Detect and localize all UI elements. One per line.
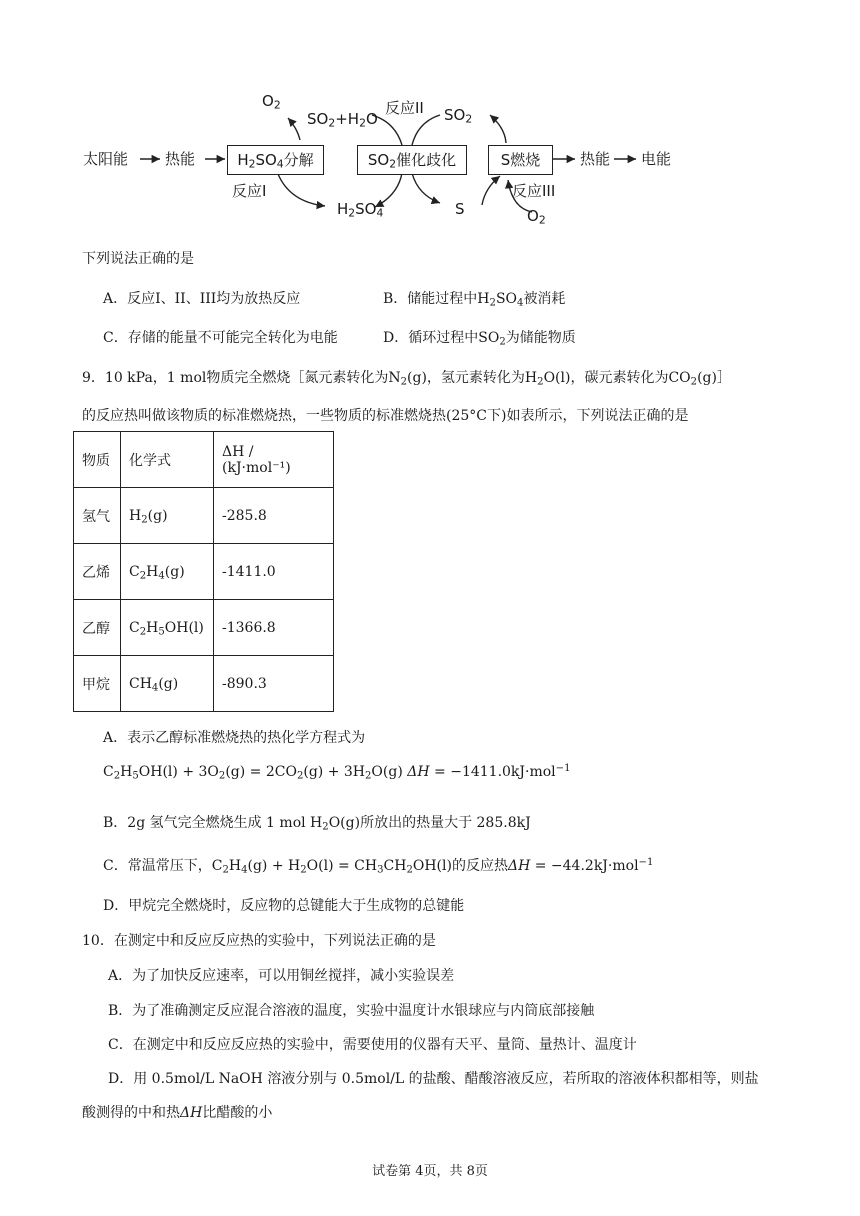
cell-delta-h: -285.8 [214,488,334,544]
table-row [74,544,334,600]
q8-option-c: C．存储的能量不可能完全转化为电能 [103,330,338,346]
s-combustion-box: S燃烧 [488,145,553,175]
q8-option-b: B．储能过程中$H_2SO_4$被消耗 [383,291,566,309]
cell-substance: 氢气 [74,488,121,544]
q8-option-d: D．循环过程中$SO_2$为储能物质 [383,330,576,348]
s-bottom-label: S [455,200,465,218]
page-footer: 试卷第 4页，共 8页 [372,1164,488,1179]
q10-option-d-line2: 酸测得的中和热ΔH比醋酸的小 [82,1105,273,1121]
cycle-diagram-arrows [0,0,860,240]
q9-stem-line2: 的反应热叫做该物质的标准燃烧热，一些物质的标准燃烧热(25°C下)如表所示，下列说法正确的是 [82,408,689,424]
q9-option-c: C．常温常压下，$C_2H_4(g) + H_2O(l) = CH_3CH_2OH(l)$的反应热ΔH = −44.2kJ·mol$^{-1}$ [103,856,654,876]
q10-option-a: A．为了加快反应速率，可以用铜丝搅拌，减小实验误差 [108,968,455,984]
cell-formula: $CH_4(g)$ [121,656,214,712]
arrow-box2-s [412,173,440,203]
cell-substance: 乙醇 [74,600,121,656]
combustion-heat-table [73,431,334,712]
so2-h2o-label: $SO_2+H_2O$ [307,110,378,130]
arrow-s-box3 [482,176,500,205]
q9-option-a: A．表示乙醇标准燃烧热的热化学方程式为 [103,730,366,746]
arrow-box1-o2 [288,118,300,140]
q9-option-d: D．甲烷完全燃烧时，反应物的总键能大于生成物的总键能 [103,898,465,914]
arrow-box3-so2 [490,115,506,143]
cell-formula: $C_2H_4(g)$ [121,544,214,600]
reaction-3-label: 反应III [512,182,556,200]
table-row [74,488,334,544]
q8-stem: 下列说法正确的是 [82,251,194,267]
q10-option-c: C．在测定中和反应反应热的实验中，需要使用的仪器有天平、量筒、量热计、温度计 [108,1037,637,1053]
cell-substance: 乙烯 [74,544,121,600]
heat-energy-out-label: 热能 [580,150,611,168]
so2-disproportionation-box: $SO_2$催化歧化 [357,145,467,175]
table-row [74,600,334,656]
cell-delta-h: -890.3 [214,656,334,712]
header-formula: 化学式 [121,432,214,488]
q8-option-a: A．反应I、II、III均为放热反应 [103,291,301,307]
cell-substance: 甲烷 [74,656,121,712]
heat-energy-label: 热能 [165,150,196,168]
electric-energy-label: 电能 [641,150,672,168]
cell-delta-h: -1366.8 [214,600,334,656]
cell-formula: $H_2(g)$ [121,488,214,544]
reaction-1-label: 反应I [232,182,267,200]
table-header-row [74,432,334,488]
so2-right-label: $SO_2$ [444,106,473,126]
h2so4-bottom-label: $H_2SO_4$ [337,200,384,220]
q9-option-a-equation: $C_2H_5OH(l) + 3O_2(g) = 2CO_2(g) + 3H_2O(g) \Delta H = -1411.0kJ\cdot mol^{-1}$ [103,762,571,782]
arrow-box1-h2so4 [278,174,325,206]
o2-bottom-label: $O_2$ [527,207,546,227]
reaction-2-label: 反应II [385,99,424,117]
h2so4-decomposition-box: $H_2SO_4$分解 [227,145,324,175]
solar-energy-label: 太阳能 [83,150,129,168]
cell-formula: $C_2H_5OH(l)$ [121,600,214,656]
header-substance: 物质 [74,432,121,488]
header-delta-h: ΔH / (kJ·mol⁻¹) [214,432,334,488]
q10-option-d-line1: D．用 0.5mol/L NaOH 溶液分别与 0.5mol/L 的盐酸、醋酸溶液反应，若所取的溶液体积都相等，则盐 [108,1071,759,1087]
arrow-so2-box2 [412,115,440,145]
o2-top-label: $O_2$ [262,92,281,112]
q9-option-b: B．2g 氢气完全燃烧生成 1 mol $H_2O(g)$所放出的热量大于 285.8kJ [103,815,531,833]
q10-stem: 10．在测定中和反应反应热的实验中，下列说法正确的是 [82,933,436,949]
table-row [74,656,334,712]
q10-option-b: B．为了准确测定反应混合溶液的温度，实验中温度计水银球应与内筒底部接触 [108,1003,595,1019]
cell-delta-h: -1411.0 [214,544,334,600]
q9-stem-line1: 9．10 kPa，1 mol物质完全燃烧［氮元素转化为$N_2(g)$，氢元素转化为$H_2O(l)$，碳元素转化为$CO_2(g)]$ [82,370,731,388]
